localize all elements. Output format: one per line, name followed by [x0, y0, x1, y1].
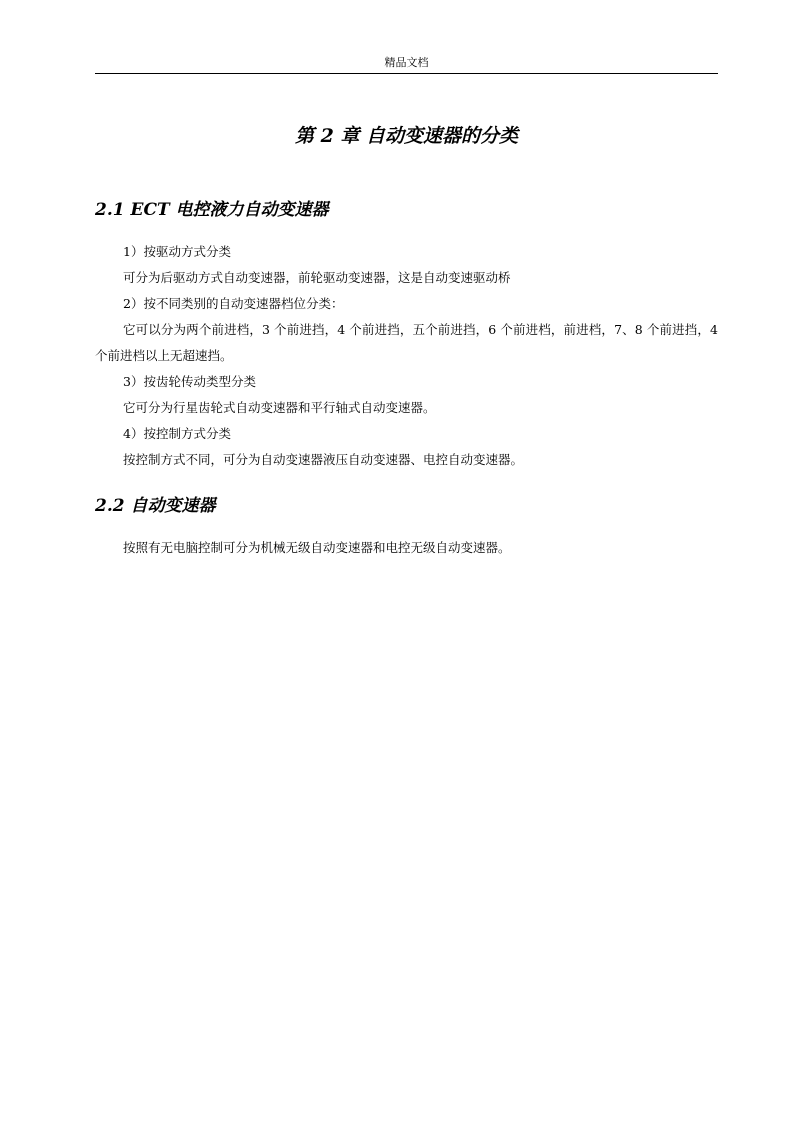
paragraph: 可分为后驱动方式自动变速器，前轮驱动变速器，这是自动变速驱动桥 — [123, 270, 511, 285]
paragraph: 它可以分为两个前进档，3 个前进挡，4 个前进挡，五个前进挡，6 个前进档，前进档，7、8 个前进挡，4 个前进档以上无超速挡。 — [95, 322, 718, 363]
paragraph: 它可分为行星齿轮式自动变速器和平行轴式自动变速器。 — [123, 400, 436, 415]
paragraph: 按控制方式不同，可分为自动变速器液压自动变速器、电控自动变速器。 — [123, 452, 524, 467]
section-title-2-1: 2.1 ECT 电控液力自动变速器 — [95, 200, 329, 220]
header-divider — [95, 73, 718, 74]
section-2-1-body — [95, 239, 718, 473]
section-2-2-body — [95, 535, 718, 561]
section-title-2-2: 2.2 自动变速器 — [95, 496, 216, 516]
page-header: 精品文档 — [384, 56, 429, 69]
paragraph: 3）按齿轮传动类型分类 — [123, 374, 256, 389]
paragraph: 2）按不同类别的自动变速器档位分类： — [123, 296, 344, 311]
paragraph: 4）按控制方式分类 — [123, 426, 231, 441]
paragraph: 按照有无电脑控制可分为机械无级自动变速器和电控无级自动变速器。 — [123, 540, 511, 555]
chapter-title: 第 2 章 自动变速器的分类 — [294, 125, 519, 147]
paragraph: 1）按驱动方式分类 — [123, 244, 231, 259]
